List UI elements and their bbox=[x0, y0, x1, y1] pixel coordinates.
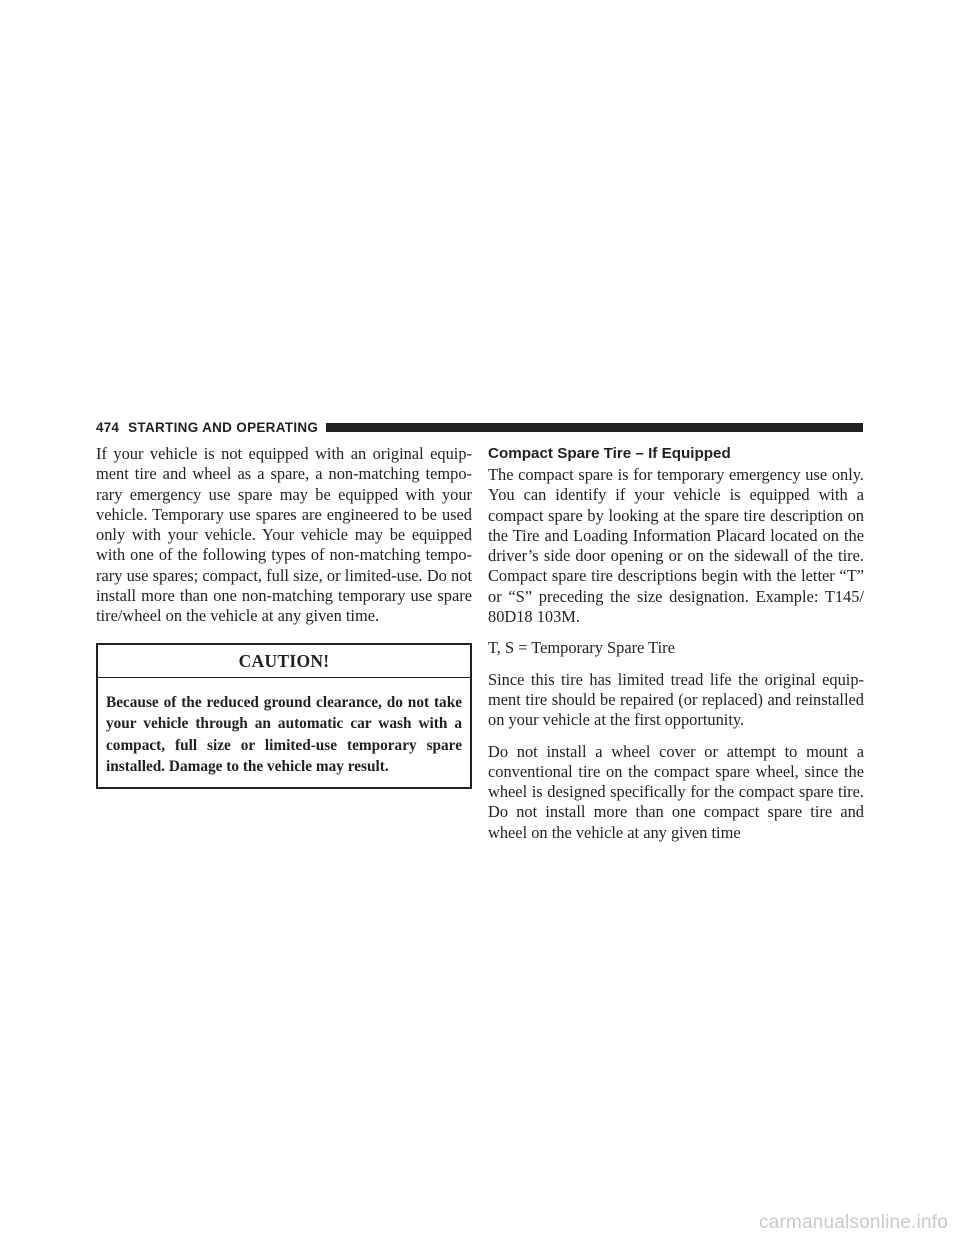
section-title: STARTING AND OPERATING bbox=[128, 419, 319, 435]
caution-text: Because of the reduced ground clearance, do not take your vehicle through an automatic car wash with a compact, full size or limited-use temporary spare installed. Damage to the vehicle may result. bbox=[106, 693, 462, 776]
right-column bbox=[488, 444, 864, 843]
body-paragraph: Do not install a wheel cover or attempt to mount a conventional tire on the compact spare wheel, since the wheel is designed specifically for the compact spare tire. Do not install more than one compact spare tire and wheel on the vehicle at any given time bbox=[488, 741, 864, 842]
caution-box bbox=[96, 643, 472, 789]
body-paragraph: Since this tire has limited tread life the original equip- ment tire should be repaired (or replaced) and reinstalled on your vehicle at the first opportunity. bbox=[488, 669, 864, 730]
page-number: 474 bbox=[96, 419, 120, 435]
body-paragraph: T, S = Temporary Spare Tire bbox=[488, 638, 675, 658]
section-heading: Compact Spare Tire – If Equipped bbox=[488, 445, 731, 462]
body-paragraph: The compact spare is for temporary emergency use only. You can identify if your vehicle is equipped with a compact spare by looking at the spare tire description on the Tire and Loading Information Placard located on the driver’s side door opening or on the sidewall of the tire. Compact spare tire descriptions begin with the letter “T” or “S” preceding the size designation. Example: T145/ 80D18 103M. bbox=[488, 465, 864, 627]
watermark: carmanualsonline.info bbox=[758, 1212, 948, 1233]
caution-title: CAUTION! bbox=[98, 645, 470, 678]
intro-paragraph: If your vehicle is not equipped with an original equip- ment tire and wheel as a spare, a non-matching tempo- rary emergency use spare may be equipped with your vehicle. Temporary use spares are engineered to be used only with your vehicle. Your vehicle may be equipped with one of the following types of non-matching tempo- rary use spares; compact, full size, or limited-use. Do not install more than one non-matching temporary use spare tire/wheel on the vehicle at any given time. bbox=[96, 444, 472, 626]
left-column bbox=[96, 444, 472, 789]
page-header bbox=[96, 418, 863, 436]
header-rule bbox=[326, 423, 863, 432]
